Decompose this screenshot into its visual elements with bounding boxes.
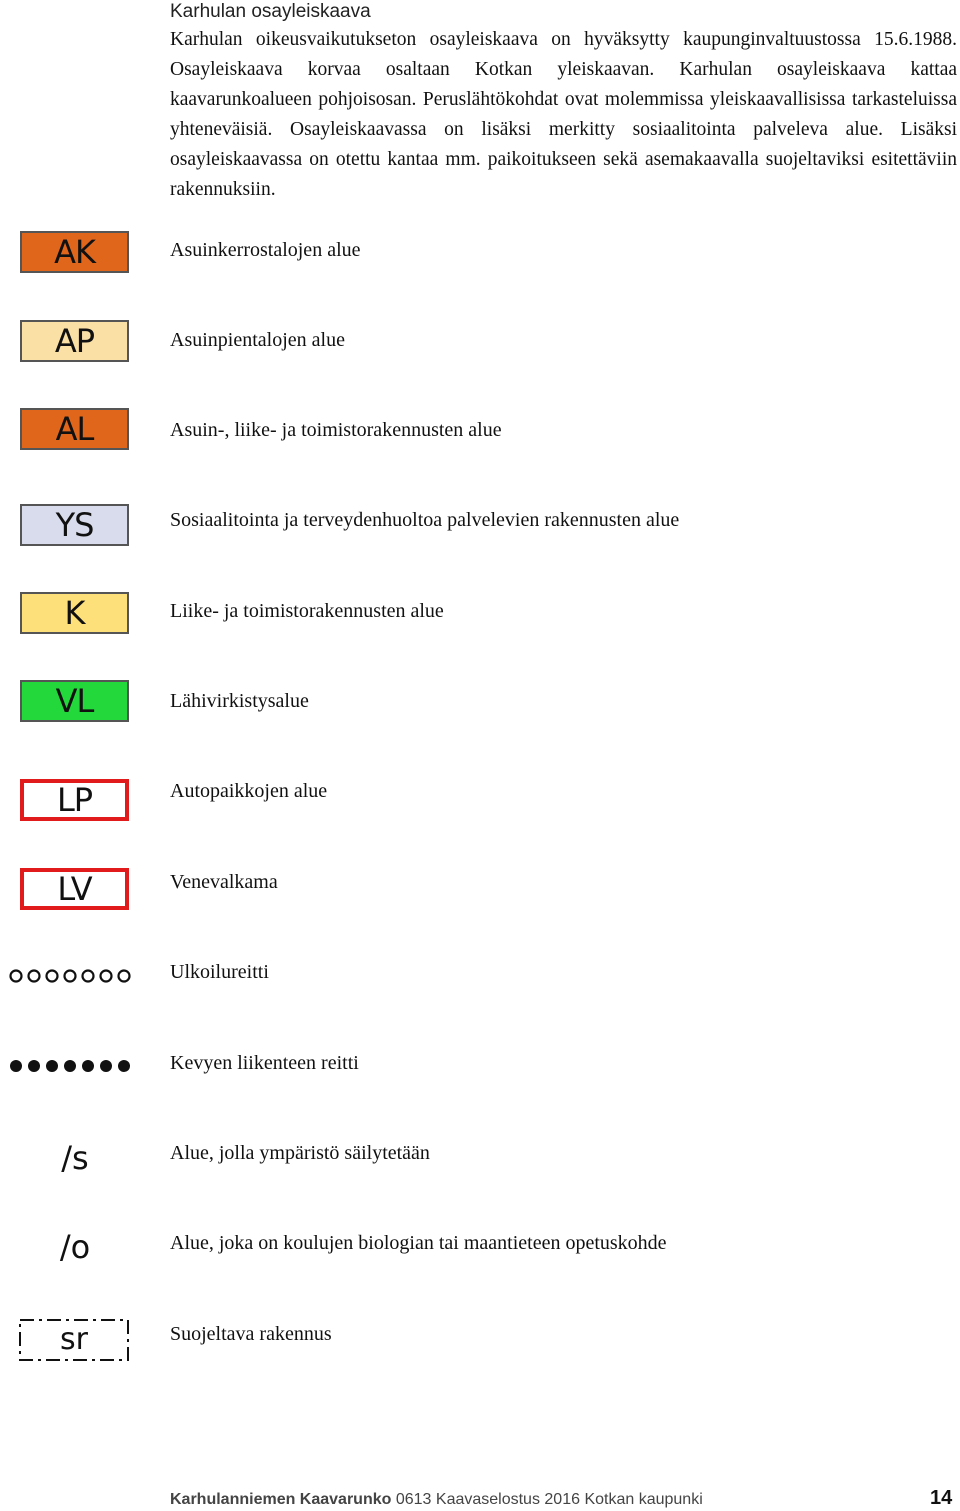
footer-title: Karhulanniemen Kaavarunko <box>170 1491 392 1508</box>
legend-label-ak: Asuinkerrostalojen alue <box>170 239 361 261</box>
legend-label-sr: Suojeltava rakennus <box>170 1323 332 1345</box>
legend-swatch-k: K <box>20 592 129 634</box>
legend-label-vl: Lähivirkistysalue <box>170 690 309 712</box>
legend-swatch-lv: LV <box>20 868 129 910</box>
legend-label-k: Liike- ja toimistorakennusten alue <box>170 600 444 622</box>
legend-label-lv: Venevalkama <box>170 871 278 893</box>
legend-label-lp: Autopaikkojen alue <box>170 780 328 802</box>
legend-label-s: Alue, jolla ympäristö säilytetään <box>170 1142 430 1164</box>
page-number: 14 <box>930 1487 953 1509</box>
legend-label-al: Asuin-, liike- ja toimistorakennusten alue <box>170 419 502 441</box>
legend-swatch-lp: LP <box>20 779 129 821</box>
legend-symbol-o: /o <box>59 1228 91 1266</box>
legend-label-ys: Sosiaalitointa ja terveydenhuoltoa palvelevien rakennusten alue <box>170 509 680 531</box>
legend-label-o: Alue, joka on koulujen biologian tai maantieteen opetuskohde <box>170 1232 667 1254</box>
legend-label-ap: Asuinpientalojen alue <box>170 329 345 351</box>
legend-swatch-vl: VL <box>20 680 129 722</box>
legend-swatch-al: AL <box>20 408 129 450</box>
legend-label-light-traffic: Kevyen liikenteen reitti <box>170 1052 359 1074</box>
intro-paragraph: Karhulan oikeusvaikutukseton osayleiskaava on hyväksytty kaupunginvaltuustossa 15.6.1988. Osayleiskaava korvaa osaltaan Kotkan yleiskaavan. Karhulan osayleiskaava kattaa kaavarunkoalueen pohjoisosan. Peruslähtökohdat ovat molemmissa yleiskaavallisissa tarkasteluissa yhteneväisiä. Osayleiskaavassa on lisäksi merkitty sosiaalitointa palveleva alue. Lisäksi osayleiskaavassa on otettu kantaa mm. paikoitukseen sekä asemakaavalla suojeltaviksi esitettäviin rakennuksiin. <box>170 29 957 200</box>
page-footer <box>170 1490 703 1510</box>
legend-symbol-s: /s <box>61 1139 89 1177</box>
filled-circle-dots-icon <box>8 1056 138 1076</box>
legend-symbol-sr: sr <box>60 1322 88 1357</box>
footer-subtitle: 0613 Kaavaselostus 2016 Kotkan kaupunki <box>391 1491 703 1508</box>
open-circle-dots-icon <box>8 966 138 986</box>
legend-label-outdoor-route: Ulkoilureitti <box>170 961 269 983</box>
legend-swatch-ys: YS <box>20 504 129 546</box>
legend-swatch-ap: AP <box>20 320 129 362</box>
section-heading: Karhulan osayleiskaava <box>170 1 371 22</box>
legend-swatch-ak: AK <box>20 231 129 273</box>
